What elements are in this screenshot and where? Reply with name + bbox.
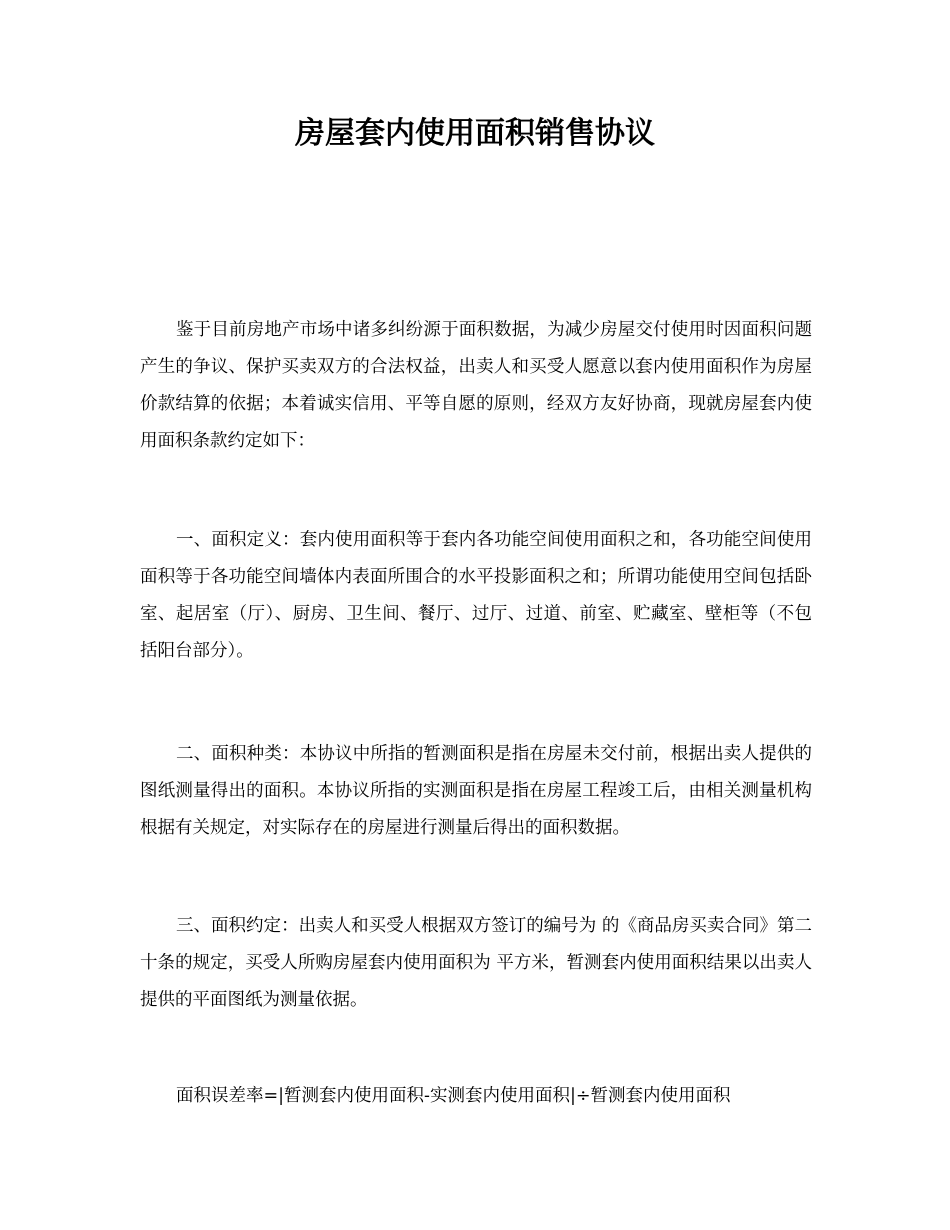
document-title: 房屋套内使用面积销售协议 <box>295 116 655 151</box>
paragraph-intro: 鉴于目前房地产市场中诸多纠纷源于面积数据，为减少房屋交付使用时因面积问题产生的争议、保护买卖双方的合法权益，出卖人和买受人愿意以套内使用面积作为房屋价款结算的依据；本着诚实信用、平等自愿的原则，经双方友好协商，现就房屋套内使用面积条款约定如下： <box>140 320 812 451</box>
paragraph-area-definition: 一、面积定义：套内使用面积等于套内各功能空间使用面积之和，各功能空间使用面积等于各功能空间墙体内表面所围合的水平投影面积之和；所谓功能使用空间包括卧室、起居室（厅）、厨房、卫生间、餐厅、过厅、过道、前室、贮藏室、壁柜等（不包括阳台部分）。 <box>140 530 812 661</box>
paragraph-area-types: 二、面积种类：本协议中所指的暂测面积是指在房屋未交付前，根据出卖人提供的图纸测量得出的面积。本协议所指的实测面积是指在房屋工程竣工后，由相关测量机构根据有关规定，对实际存在的房屋进行测量后得出的面积数据。 <box>140 744 812 838</box>
paragraph-area-agreement: 三、面积约定：出卖人和买受人根据双方签订的编号为 的《商品房买卖合同》第二十条的规定，买受人所购房屋套内使用面积为 平方米，暂测套内使用面积结果以出卖人提供的平面图纸为测量依据。 <box>140 916 812 1010</box>
paragraph-error-rate-formula: 面积误差率=|暂测套内使用面积-实测套内使用面积|÷暂测套内使用面积 <box>176 1086 731 1106</box>
